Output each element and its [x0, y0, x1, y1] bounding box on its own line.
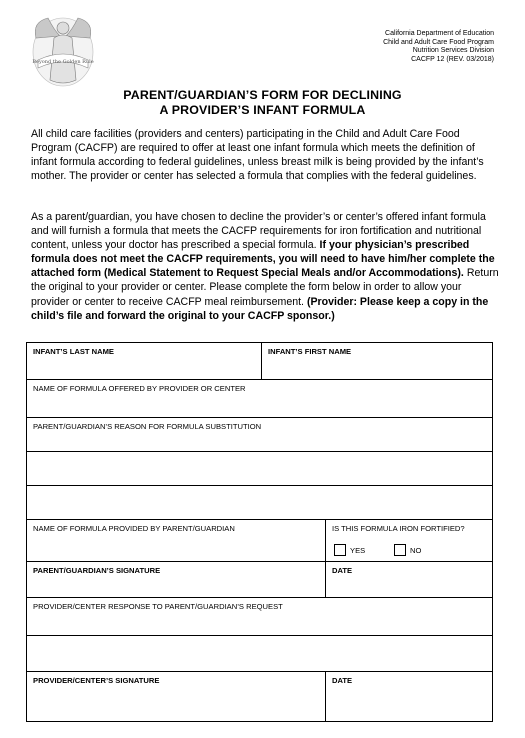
instructions-text: Return the original to your provider or center. Please complete the form below in order to allow your provider or center to receive CACFP meal reimbursement. — [31, 267, 499, 308]
agency-info — [383, 30, 494, 64]
provider-signature-field[interactable] — [27, 672, 325, 721]
row-infant-names — [27, 343, 492, 379]
page-title — [0, 88, 525, 118]
formula-offered-label: NAME OF FORMULA OFFERED BY PROVIDER OR CENTER — [33, 384, 246, 393]
form-number: CACFP 12 (REV. 03/2018) — [411, 55, 494, 63]
title-line-2: A PROVIDER’S INFANT FORMULA — [159, 103, 366, 117]
cde-logo — [30, 8, 96, 90]
row-parent-signature — [27, 561, 492, 597]
yes-option[interactable] — [334, 544, 365, 556]
provider-date-label: DATE — [332, 676, 353, 685]
provider-date-field[interactable] — [325, 672, 492, 721]
yes-checkbox[interactable] — [334, 544, 346, 556]
parent-date-field[interactable] — [325, 562, 492, 597]
parent-signature-field[interactable] — [27, 562, 325, 597]
reason-label: PARENT/GUARDIAN’S REASON FOR FORMULA SUBSTITUTION — [33, 422, 262, 431]
instructions-text: As a parent/guardian, you have chosen to decline the provider’s or center’s offered infant formula and will furnish a formula that meets the CACFP requirements for iron fortification and nutritional content, unless your doctor has prescribed a special formula. — [31, 211, 486, 252]
infant-first-name-label: INFANT’S FIRST NAME — [268, 347, 352, 356]
agency-line: Nutrition Services Division — [412, 47, 494, 55]
no-checkbox[interactable] — [394, 544, 406, 556]
row-provider-signature — [27, 671, 492, 721]
agency-line: California Department of Education — [385, 30, 494, 37]
instructions-bold-text: If your physician’s prescribed formula does not meet the CACFP requirements, you will need to have him/her complete the attached form (Medical Statement to Request Special Meals and/or Accommodations). — [31, 239, 495, 280]
reason-line-2[interactable] — [27, 451, 492, 485]
provider-response-field[interactable] — [27, 597, 492, 635]
provider-response-label: PROVIDER/CENTER RESPONSE TO PARENT/GUARDIAN’S REQUEST — [33, 602, 283, 611]
agency-line: Child and Adult Care Food Program — [383, 38, 494, 46]
intro-paragraph: All child care facilities (providers and centers) participating in the Child and Adult Care Food Program (CACFP) are required to offer at least one infant formula which meets the definition of infant formula according to federal guidelines, unless breast milk is being provided by the infant’s mother. The provider or center has selected a formula that complies with the federal guidelines. — [31, 128, 484, 183]
provider-response-line-2[interactable] — [27, 635, 492, 671]
provider-note: (Provider: Please keep a copy in the child’s file and forward the original to your CACFP sponsor.) — [31, 295, 489, 322]
reason-line-3[interactable] — [27, 485, 492, 519]
no-label: NO — [410, 545, 422, 555]
formula-offered-field[interactable] — [27, 379, 492, 417]
formula-provided-label: NAME OF FORMULA PROVIDED BY PARENT/GUARDIAN — [33, 524, 235, 533]
provider-signature-label: PROVIDER/CENTER’S SIGNATURE — [33, 676, 160, 685]
row-formula-provided — [27, 519, 492, 561]
infant-first-name-field[interactable] — [261, 343, 492, 379]
infant-last-name-field[interactable] — [27, 343, 261, 379]
iron-fortified-label: IS THIS FORMULA IRON FORTIFIED? — [332, 524, 465, 533]
reason-field[interactable] — [27, 417, 492, 451]
yes-label: YES — [350, 545, 366, 555]
infant-last-name-label: INFANT’S LAST NAME — [33, 347, 114, 356]
formula-provided-field[interactable] — [27, 520, 325, 561]
parent-signature-label: PARENT/GUARDIAN’S SIGNATURE — [33, 566, 161, 575]
svg-text:Beyond the Golden Rule: Beyond the Golden Rule — [32, 59, 94, 65]
iron-fortified-cell — [325, 520, 492, 561]
title-line-1: PARENT/GUARDIAN’S FORM FOR DECLINING — [123, 88, 402, 102]
angel-seal-icon — [30, 8, 96, 90]
instructions-paragraph — [31, 210, 501, 323]
parent-date-label: DATE — [332, 566, 353, 575]
decline-form — [26, 342, 493, 722]
no-option[interactable] — [394, 544, 421, 556]
